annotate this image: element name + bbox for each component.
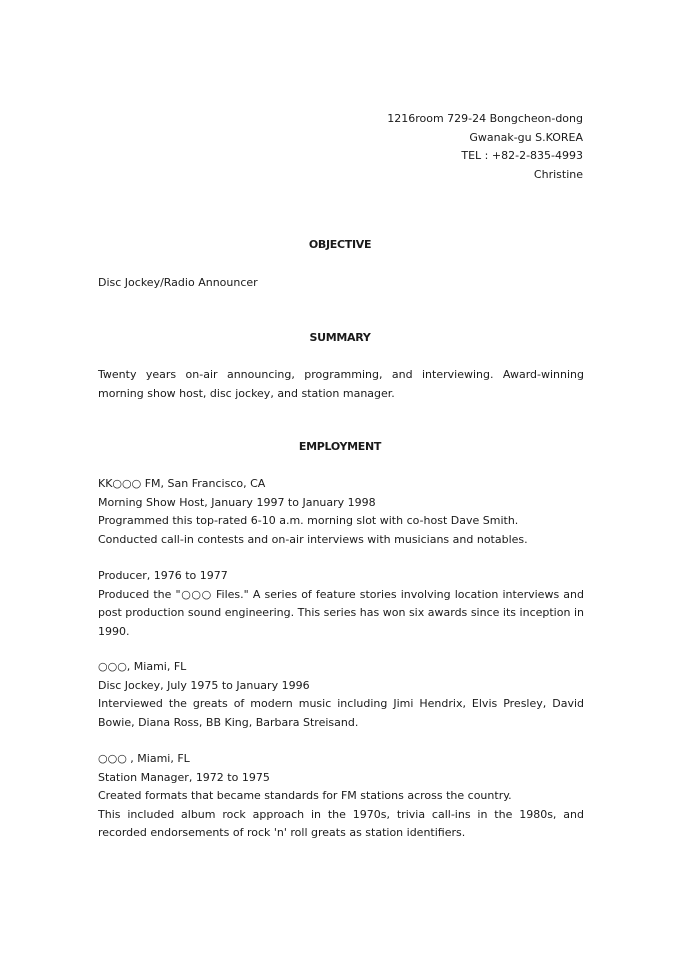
objective-heading: OBJECTIVE [308, 238, 372, 251]
job-description: Produced the "○○○ Files." A series of feature stories involving location interviews and post production sound engineering. This series has won six awards since its inception in 1990. [98, 587, 584, 638]
address-line-1: 1216room 729-24 Bongcheon-dong [387, 112, 583, 125]
summary-heading: SUMMARY [309, 331, 371, 344]
job-title: Station Manager, 1972 to 1975 [98, 770, 270, 784]
employment-heading: EMPLOYMENT [298, 440, 382, 453]
job-description: Programmed this top-rated 6-10 a.m. morning slot with co-host Dave Smith. [98, 514, 519, 527]
job-employer: KK○○○ FM, San Francisco, CA [98, 477, 266, 490]
phone-number: TEL : +82-2-835-4993 [461, 149, 583, 162]
contact-block [387, 110, 583, 184]
job-employer: ○○○, Miami, FL [98, 660, 187, 673]
address-line-2: Gwanak-gu S.KOREA [469, 130, 583, 144]
contact-name: Christine [533, 167, 583, 181]
job-title: Producer, 1976 to 1977 [98, 569, 228, 582]
objective-text: Disc Jockey/Radio Announcer [98, 276, 258, 289]
job-entry [98, 658, 584, 732]
job-description: Interviewed the greats of modern music including Jimi Hendrix, Elvis Presley, David Bowie, Diana Ross, BB King, Barbara Streisand. [98, 697, 584, 729]
job-description: Conducted call-in contests and on-air interviews with musicians and notables. [98, 532, 528, 546]
job-entry [98, 475, 584, 549]
summary-text: Twenty years on-air announcing, programming, and interviewing. Award-winning morning show host, disc jockey, and station manager. [98, 368, 584, 400]
job-description: Created formats that became standards for FM stations across the country. [98, 789, 512, 802]
job-entry [98, 567, 584, 641]
job-employer: ○○○ , Miami, FL [98, 752, 190, 765]
job-title: Morning Show Host, January 1997 to January 1998 [98, 495, 376, 509]
job-description: This included album rock approach in the 1970s, trivia call-ins in the 1980s, and recorded endorsements of rock 'n' roll greats as station identifiers. [98, 807, 584, 839]
job-title: Disc Jockey, July 1975 to January 1996 [98, 678, 310, 692]
job-entry [98, 750, 584, 843]
